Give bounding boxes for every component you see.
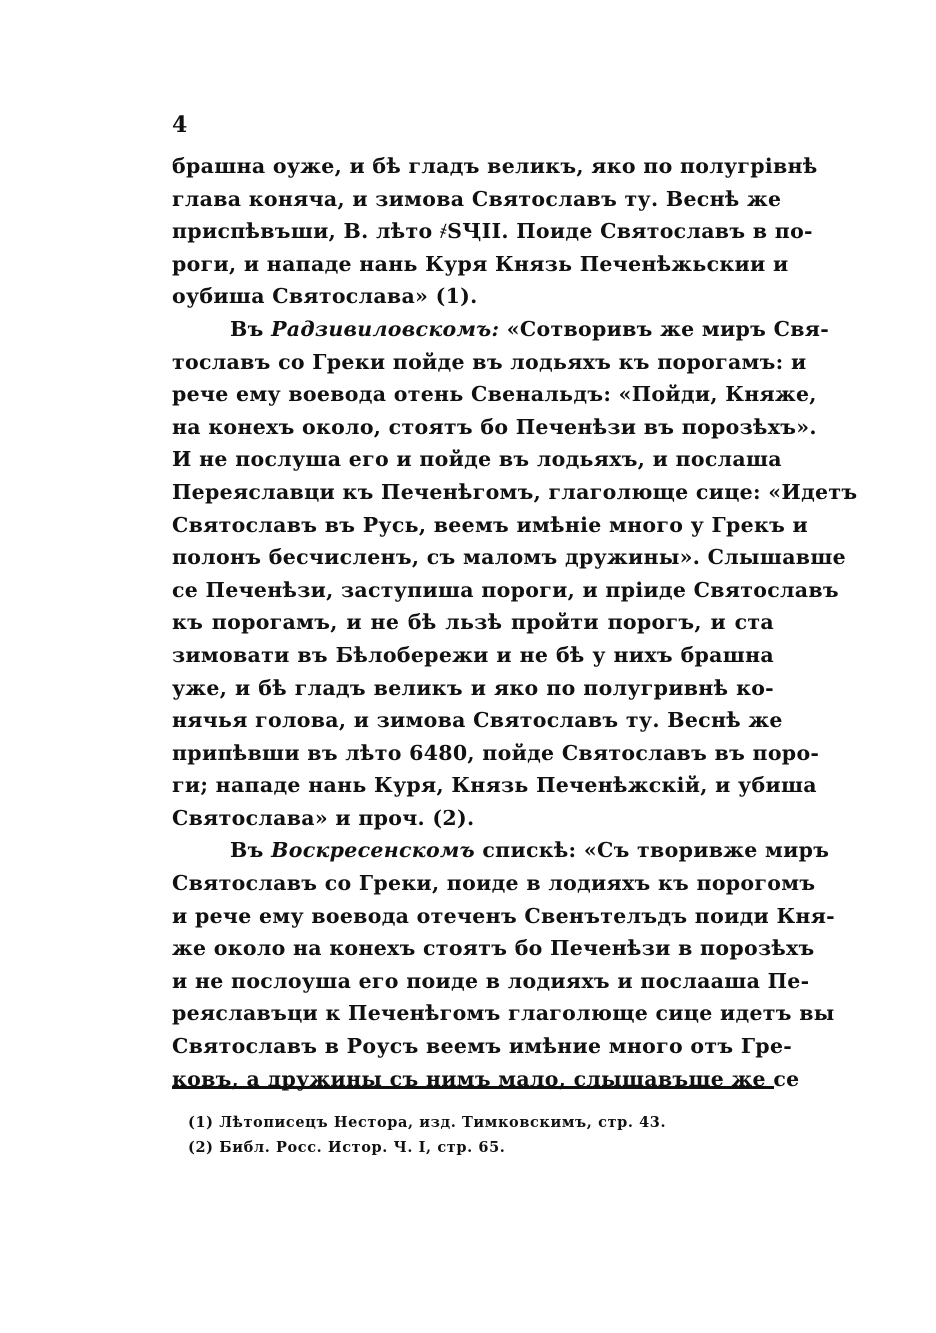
- paragraph-first-line: [172, 313, 830, 346]
- text-line: зимовати въ Бѣлобережи и не бѣ у нихъ брашна: [172, 642, 774, 667]
- text-line: Святославъ въ Русь, веемъ имѣніе много у Грекъ и: [172, 512, 809, 537]
- text-line: Святослава» и проч. (2).: [172, 805, 475, 830]
- paragraph-intro: Въ: [230, 838, 264, 863]
- text-line: рече ему воевода отень Свенальдъ: «Пойди, Княже,: [172, 382, 817, 407]
- text-line: къ порогамъ, и не бѣ льзѣ пройти порогъ, и ста: [172, 610, 774, 635]
- paragraph-line-rest: спискѣ: «Съ творивже миръ: [482, 838, 830, 863]
- text-line: и рече ему воевода отеченъ Свенътелъдъ поиди Кня-: [172, 903, 835, 928]
- text-line: се Печенѣзи, заступиша пороги, и пріиде Святославъ: [172, 577, 839, 602]
- text-line: же около на конехъ стоятъ бо Печенѣзи в порозѣхъ: [172, 936, 815, 961]
- text-line: приспѣвъши, В. лѣто ҂SҶII. Поиде Святославъ в по-: [172, 219, 813, 244]
- text-line: И не послуша его и пойде въ лодьяхъ, и послаша: [172, 447, 782, 472]
- footnote-2: (2) Библ. Росс. Истор. Ч. I, стр. 65.: [188, 1139, 506, 1156]
- text-line: на конехъ около, стоятъ бо Печенѣзи въ порозѣхъ».: [172, 414, 817, 439]
- text-line: ги; нападе нань Куря, Князь Печенѣжскій, и убиша: [172, 773, 817, 798]
- text-line: Святославъ со Греки, поиде в лодияхъ къ порогомъ: [172, 871, 816, 896]
- footnotes: [188, 1110, 748, 1160]
- text-line: полонъ бесчисленъ, съ маломъ дружины». Слышавше: [172, 545, 847, 570]
- page-number: 4: [172, 112, 188, 138]
- text-line: брашна оуже, и бѣ гладъ великъ, яко по полугрівнѣ: [172, 154, 818, 178]
- text-line: роги, и нападе нань Куря Князь Печенѣжьскии и: [172, 251, 789, 276]
- text-line: ковъ, а дружины съ нимъ мало, слышавъше же се: [172, 1066, 800, 1091]
- paragraph-line-rest: «Сотворивъ же миръ Свя-: [506, 316, 830, 341]
- text-line: Переяславци къ Печенѣгомъ, глаголюще сице: «Идетъ: [172, 479, 858, 504]
- paragraph-first-line: [172, 834, 830, 867]
- text-line: оубиша Святослава» (1).: [172, 284, 478, 309]
- source-name: Воскресенскомъ: [271, 838, 475, 863]
- text-line: уже, и бѣ гладъ великъ и яко по полугривнѣ ко-: [172, 675, 774, 700]
- text-line: Святославъ в Роусъ веемъ имѣние много отъ Гре-: [172, 1034, 793, 1059]
- text-line: и не послоуша его поиде в лодияхъ и послааша Пе-: [172, 968, 810, 993]
- footnote-divider: [172, 1086, 774, 1089]
- paragraph-intro: Въ: [230, 316, 264, 341]
- text-line: глава коняча, и зимова Святославъ ту. Веснѣ же: [172, 186, 782, 211]
- text-line: нячья голова, и зимова Святославъ ту. Веснѣ же: [172, 708, 783, 733]
- text-line: тославъ со Греки пойде въ лодьяхъ къ порогамъ: и: [172, 349, 807, 374]
- text-line: припѣвши въ лѣто 6480, пойде Святославъ въ поро-: [172, 740, 820, 765]
- source-name: Радзивиловскомъ:: [271, 316, 500, 341]
- footnote-1: (1) Лѣтописецъ Нестора, изд. Тимковскимъ, стр. 43.: [188, 1114, 667, 1131]
- text-line: реяславъци к Печенѣгомъ глаголюще сице идетъ вы: [172, 1001, 835, 1026]
- main-text: [172, 150, 858, 1095]
